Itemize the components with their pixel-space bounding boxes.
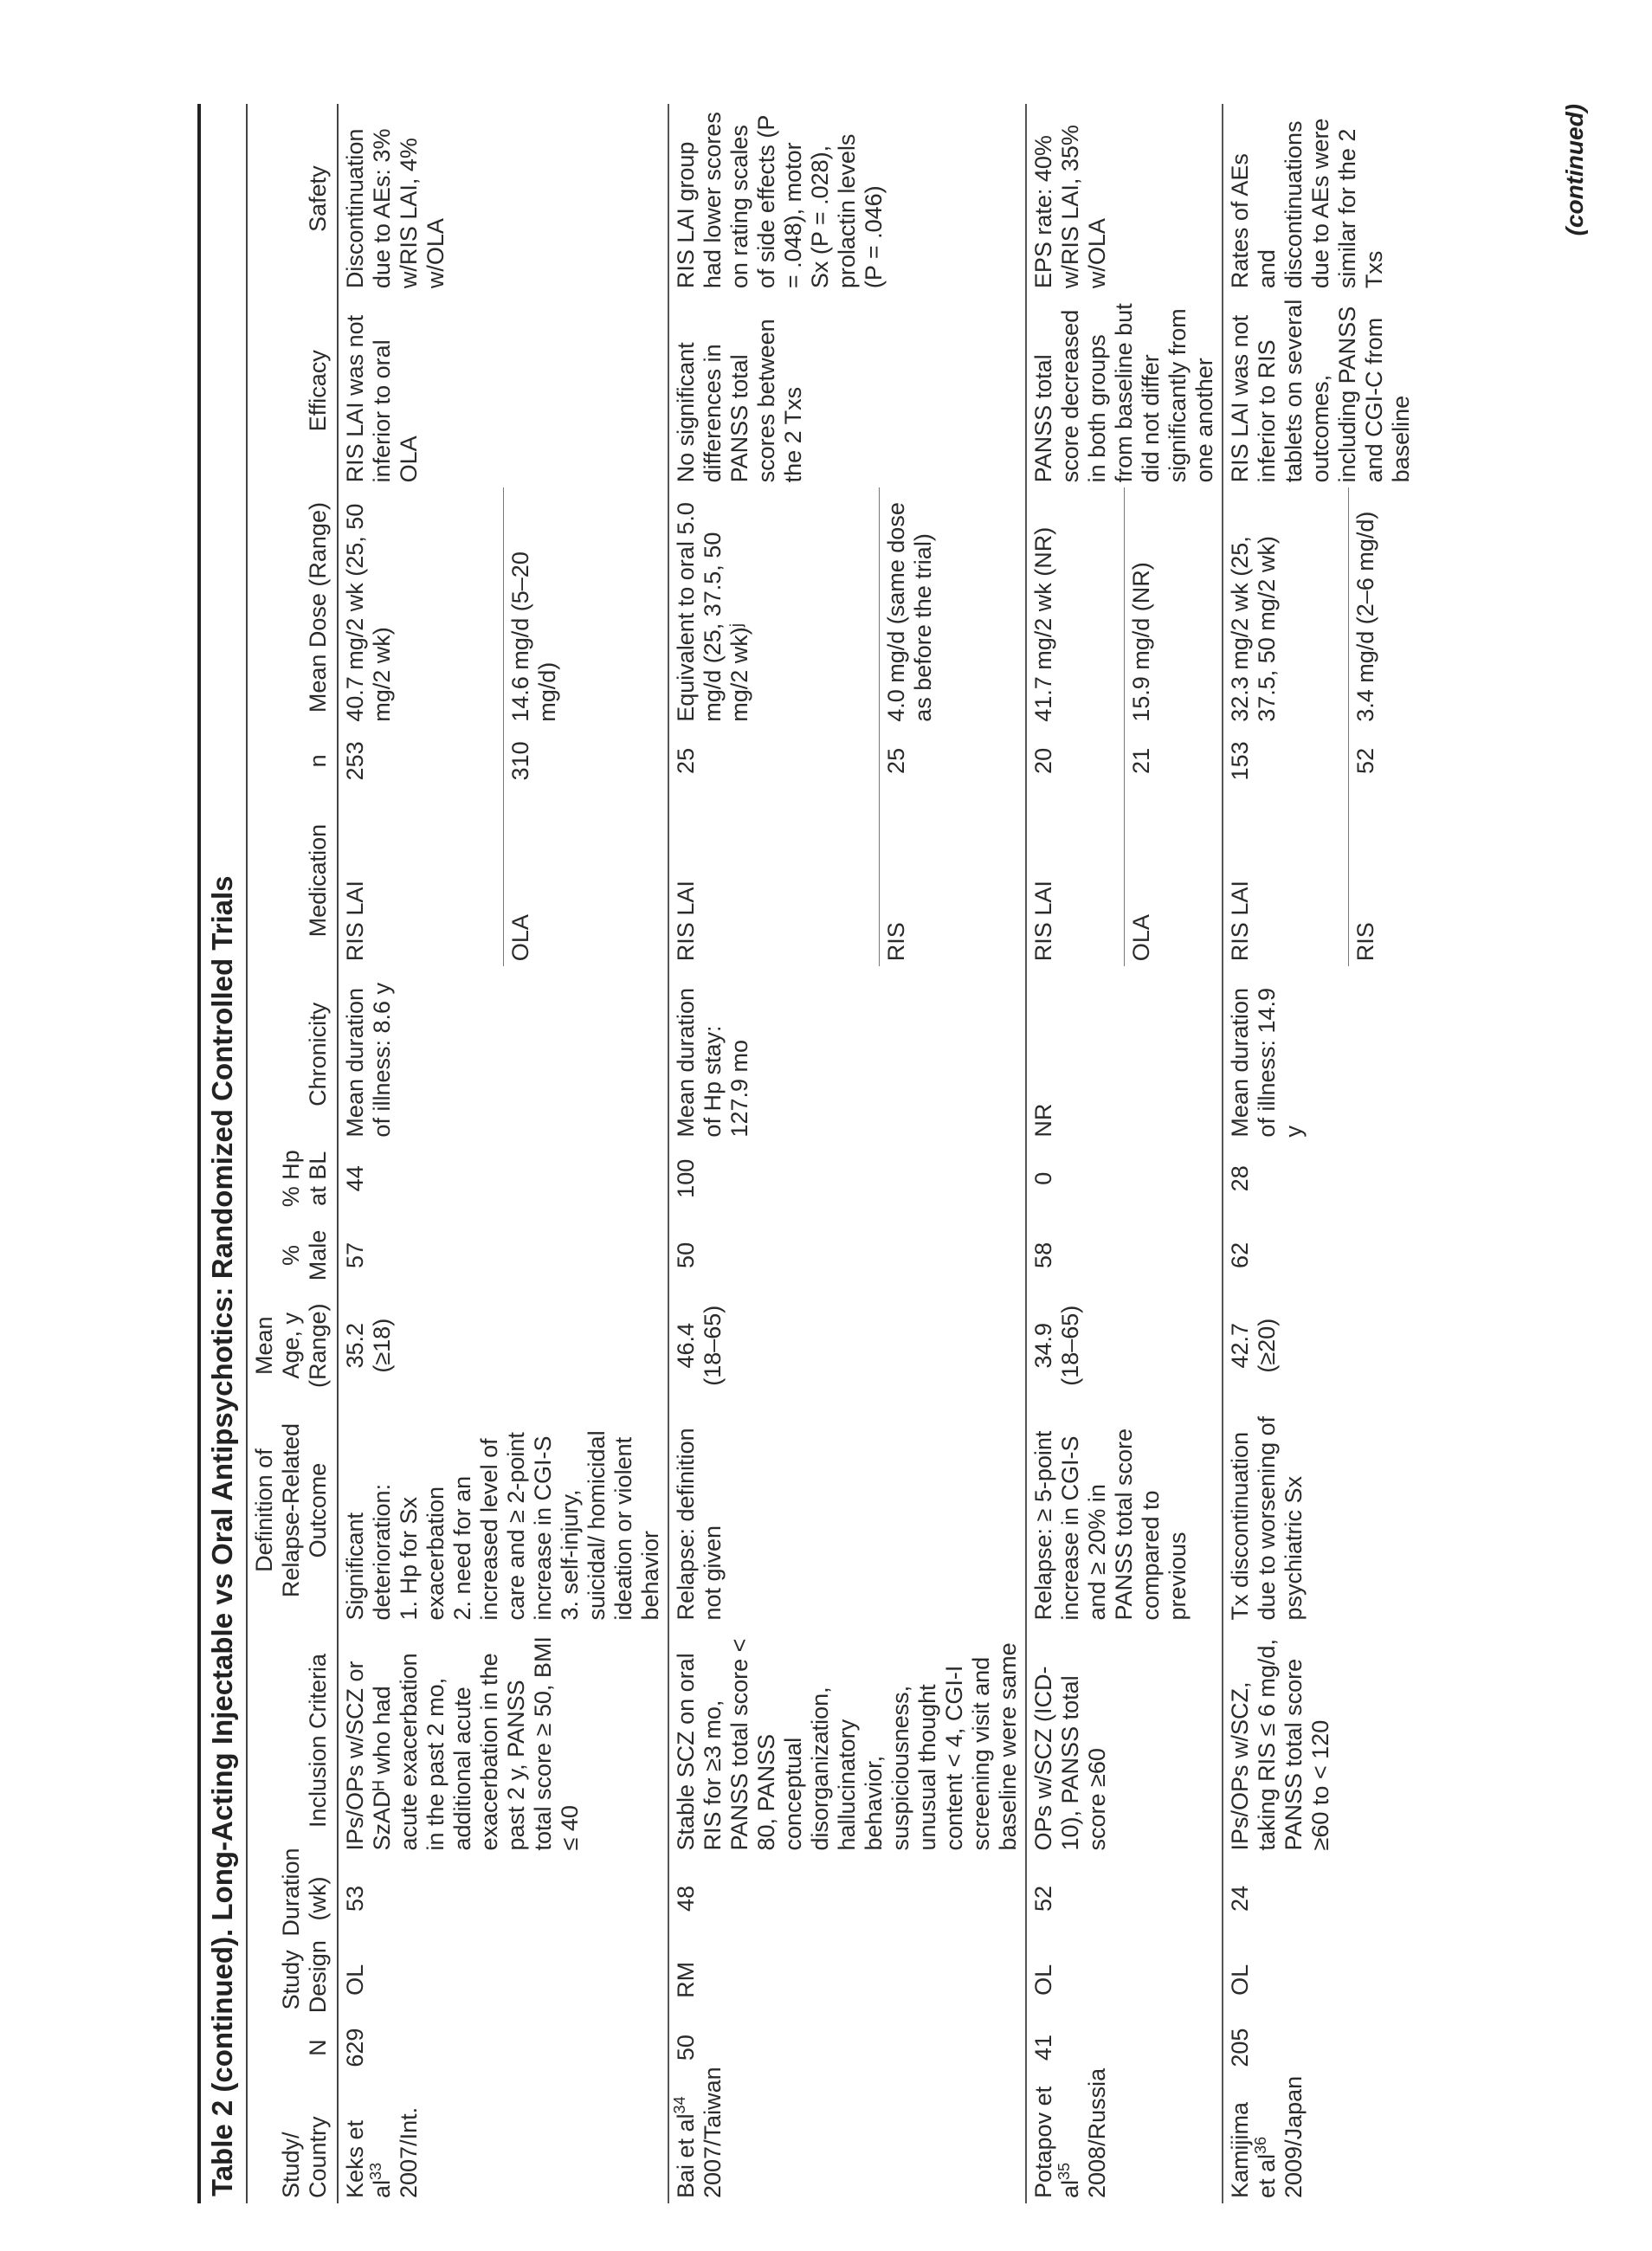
cell-n-total: 205	[1223, 2018, 1418, 2077]
cell-arm-n: 52	[1349, 727, 1418, 795]
cell-male: 58	[1026, 1215, 1223, 1296]
header-relapse: Definition of Relapse-Related Outcome	[248, 1396, 338, 1626]
header-row	[248, 104, 338, 2203]
cell-medication: RIS LAI	[668, 795, 879, 966]
cell-design: OL	[1026, 1942, 1223, 2019]
cell-study	[1026, 2067, 1223, 2203]
cell-dose: 32.3 mg/2 wk (25, 37.5, 50 mg/2 wk)	[1223, 487, 1349, 726]
study-name: Keks et al	[342, 2119, 395, 2198]
table-row	[668, 104, 879, 2203]
header-age: Mean Age, y (Range)	[248, 1296, 338, 1396]
header-inclusion: Inclusion Criteria	[248, 1626, 338, 1856]
cell-hp: 100	[668, 1143, 1026, 1215]
study-name: Kamijima et al	[1227, 2101, 1280, 2198]
header-hp: % Hp at BL	[248, 1143, 338, 1215]
cell-arm-n: 310	[503, 727, 668, 795]
study-country: 2009/Japan	[1281, 2075, 1307, 2198]
relapse-line: Relapse: definition not given	[673, 1428, 726, 1621]
header-duration: Duration (wk)	[248, 1855, 338, 1941]
table-row	[1223, 104, 1349, 2203]
cell-male: 50	[668, 1215, 1026, 1296]
cell-safety: EPS rate: 40% w/RIS LAI, 35% w/OLA	[1026, 104, 1223, 293]
cell-dose: 14.6 mg/d (5–20 mg/d)	[503, 487, 668, 726]
cell-inclusion: Stable SCZ on oral RIS for ≥3 mo, PANSS total score < 80, PANSS conceptual disorganization, hallucinatory behavior, suspiciousness, unusual thought content < 4, CGI-I screening visit and baseline were same	[668, 1626, 1026, 1856]
header-medication: Medication	[248, 795, 338, 966]
cell-efficacy: RIS LAI was not inferior to oral OLA	[338, 293, 668, 487]
table-body	[338, 104, 1418, 2203]
cell-hp: 28	[1223, 1143, 1418, 1215]
cell-n-total: 629	[338, 2018, 668, 2077]
cell-age: 46.4 (18–65)	[668, 1296, 1026, 1396]
study-name: Bai et al	[673, 2113, 699, 2198]
cell-male: 57	[338, 1215, 668, 1296]
cell-dose: 4.0 mg/d (same dose as before the trial)	[879, 487, 1026, 726]
table-row	[1026, 104, 1125, 2203]
header-n: n	[248, 727, 338, 795]
cell-study	[1223, 2077, 1418, 2203]
cell-relapse	[668, 1396, 1026, 1626]
cell-duration: 48	[668, 1855, 1026, 1941]
cell-chronicity: Mean duration of illness: 14.9 y	[1223, 966, 1418, 1142]
cell-relapse	[1026, 1396, 1223, 1626]
cell-safety: RIS LAI group had lower scores on rating scales of side effects (P = .048), motor Sx (P = .028), prolactin levels (P = .046)	[668, 104, 1026, 293]
cell-duration: 24	[1223, 1855, 1418, 1941]
cell-inclusion: IPs/OPs w/SCZ, taking RIS ≤ 6 mg/d, PANSS total score ≥60 to < 120	[1223, 1626, 1418, 1856]
cell-male: 62	[1223, 1215, 1418, 1296]
cell-safety: Rates of AEs and discontinuations due to AEs were similar for the 2 Txs	[1223, 104, 1418, 293]
cell-study	[668, 2067, 1026, 2203]
relapse-line: Relapse: ≥ 5-point increase in CGI-S and ≥ 20% in PANSS total score compared to previous	[1030, 1428, 1191, 1621]
cell-arm-n: 20	[1026, 727, 1125, 795]
table-row	[338, 104, 503, 2203]
cell-hp: 44	[338, 1143, 668, 1215]
cell-medication: RIS	[879, 795, 1026, 966]
study-ref: 36	[1252, 2136, 1269, 2154]
cell-age: 35.2 (≥18)	[338, 1296, 668, 1396]
study-ref: 34	[671, 2096, 688, 2114]
cell-arm-n: 25	[879, 727, 1026, 795]
cell-n-total: 50	[668, 2018, 1026, 2077]
study-country: 2007/Taiwan	[700, 2067, 726, 2198]
cell-design: RM	[668, 1942, 1026, 2019]
cell-dose: 41.7 mg/2 wk (NR)	[1026, 487, 1125, 726]
header-safety: Safety	[248, 104, 338, 293]
cell-arm-n: 153	[1223, 727, 1349, 795]
study-ref: 35	[1055, 2162, 1073, 2180]
cell-relapse	[338, 1396, 668, 1626]
table-title: Table 2 (continued). Long-Acting Injectable vs Oral Antipsychotics: Randomized Controlled Trials	[197, 104, 248, 2203]
cell-dose: Equivalent to oral 5.0 mg/d (25, 37.5, 50 mg/2 wk)ʲ	[668, 487, 879, 726]
cell-medication: RIS LAI	[338, 795, 503, 966]
cell-design: OL	[338, 1942, 668, 2019]
cell-efficacy: No significant differences in PANSS total scores between the 2 Txs	[668, 293, 1026, 487]
cell-arm-n: 25	[668, 727, 879, 795]
header-male: % Male	[248, 1215, 338, 1296]
cell-design: OL	[1223, 1942, 1418, 2019]
cell-n-total: 41	[1026, 2018, 1223, 2077]
cell-duration: 52	[1026, 1855, 1223, 1941]
cell-arm-n: 253	[338, 727, 503, 795]
relapse-line: 3. self-injury, suicidal/ homicidal ideation or violent behavior	[557, 1430, 663, 1621]
cell-medication: OLA	[1125, 795, 1223, 966]
cell-arm-n: 21	[1125, 727, 1223, 795]
header-chronicity: Chronicity	[248, 966, 338, 1142]
study-name: Potapov et al	[1030, 2086, 1083, 2198]
trials-table	[248, 104, 1418, 2203]
header-n-total: N	[248, 2018, 338, 2077]
relapse-line: 2. need for an increased level of care and ≥ 2-point increase in CGI-S	[449, 1432, 556, 1621]
cell-chronicity: Mean duration of Hp stay: 127.9 mo	[668, 966, 1026, 1142]
cell-medication: RIS	[1349, 795, 1418, 966]
study-country: 2008/Russia	[1084, 2067, 1110, 2198]
cell-dose: 3.4 mg/d (2–6 mg/d)	[1349, 487, 1418, 726]
cell-dose: 40.7 mg/2 wk (25, 50 mg/2 wk)	[338, 487, 503, 726]
cell-efficacy: RIS LAI was not inferior to RIS tablets on several outcomes, including PANSS and CGI-C from baseline	[1223, 293, 1418, 487]
header-dose: Mean Dose (Range)	[248, 487, 338, 726]
cell-hp: 0	[1026, 1143, 1223, 1215]
cell-inclusion: IPs/OPs w/SCZ or SzADᴴ who had acute exacerbation in the past 2 mo, additional acute exacerbation in the past 2 y, PANSS total score ≥ 50, BMI ≤ 40	[338, 1626, 668, 1856]
study-ref: 33	[367, 2162, 384, 2180]
cell-dose: 15.9 mg/d (NR)	[1125, 487, 1223, 726]
relapse-line: Tx discontinuation due to worsening of psychiatric Sx	[1227, 1416, 1307, 1621]
cell-age: 34.9 (18–65)	[1026, 1296, 1223, 1396]
cell-medication: OLA	[503, 795, 668, 966]
relapse-line: Significant deterioration:	[342, 1483, 395, 1621]
header-efficacy: Efficacy	[248, 293, 338, 487]
cell-duration: 53	[338, 1855, 668, 1941]
header-design: Study Design	[248, 1942, 338, 2019]
cell-chronicity: NR	[1026, 966, 1223, 1142]
continued-note: (continued)	[1561, 104, 1588, 236]
cell-medication: RIS LAI	[1026, 795, 1125, 966]
cell-efficacy: PANSS total score decreased in both groups from baseline but did not differ significantly from one another	[1026, 293, 1223, 487]
cell-inclusion: OPs w/SCZ (ICD-10), PANSS total score ≥60	[1026, 1626, 1223, 1856]
cell-study	[338, 2077, 668, 2203]
relapse-line: 1. Hp for Sx exacerbation	[396, 1486, 448, 1621]
cell-chronicity: Mean duration of illness: 8.6 y	[338, 966, 668, 1142]
study-country: 2007/Int.	[396, 2106, 422, 2198]
cell-relapse	[1223, 1396, 1418, 1626]
header-study: Study/ Country	[248, 2077, 338, 2203]
cell-safety: Discontinuation due to AEs: 3% w/RIS LAI, 4% w/OLA	[338, 104, 668, 293]
cell-age: 42.7 (≥20)	[1223, 1296, 1418, 1396]
table-container	[197, 104, 1588, 2203]
cell-medication: RIS LAI	[1223, 795, 1349, 966]
